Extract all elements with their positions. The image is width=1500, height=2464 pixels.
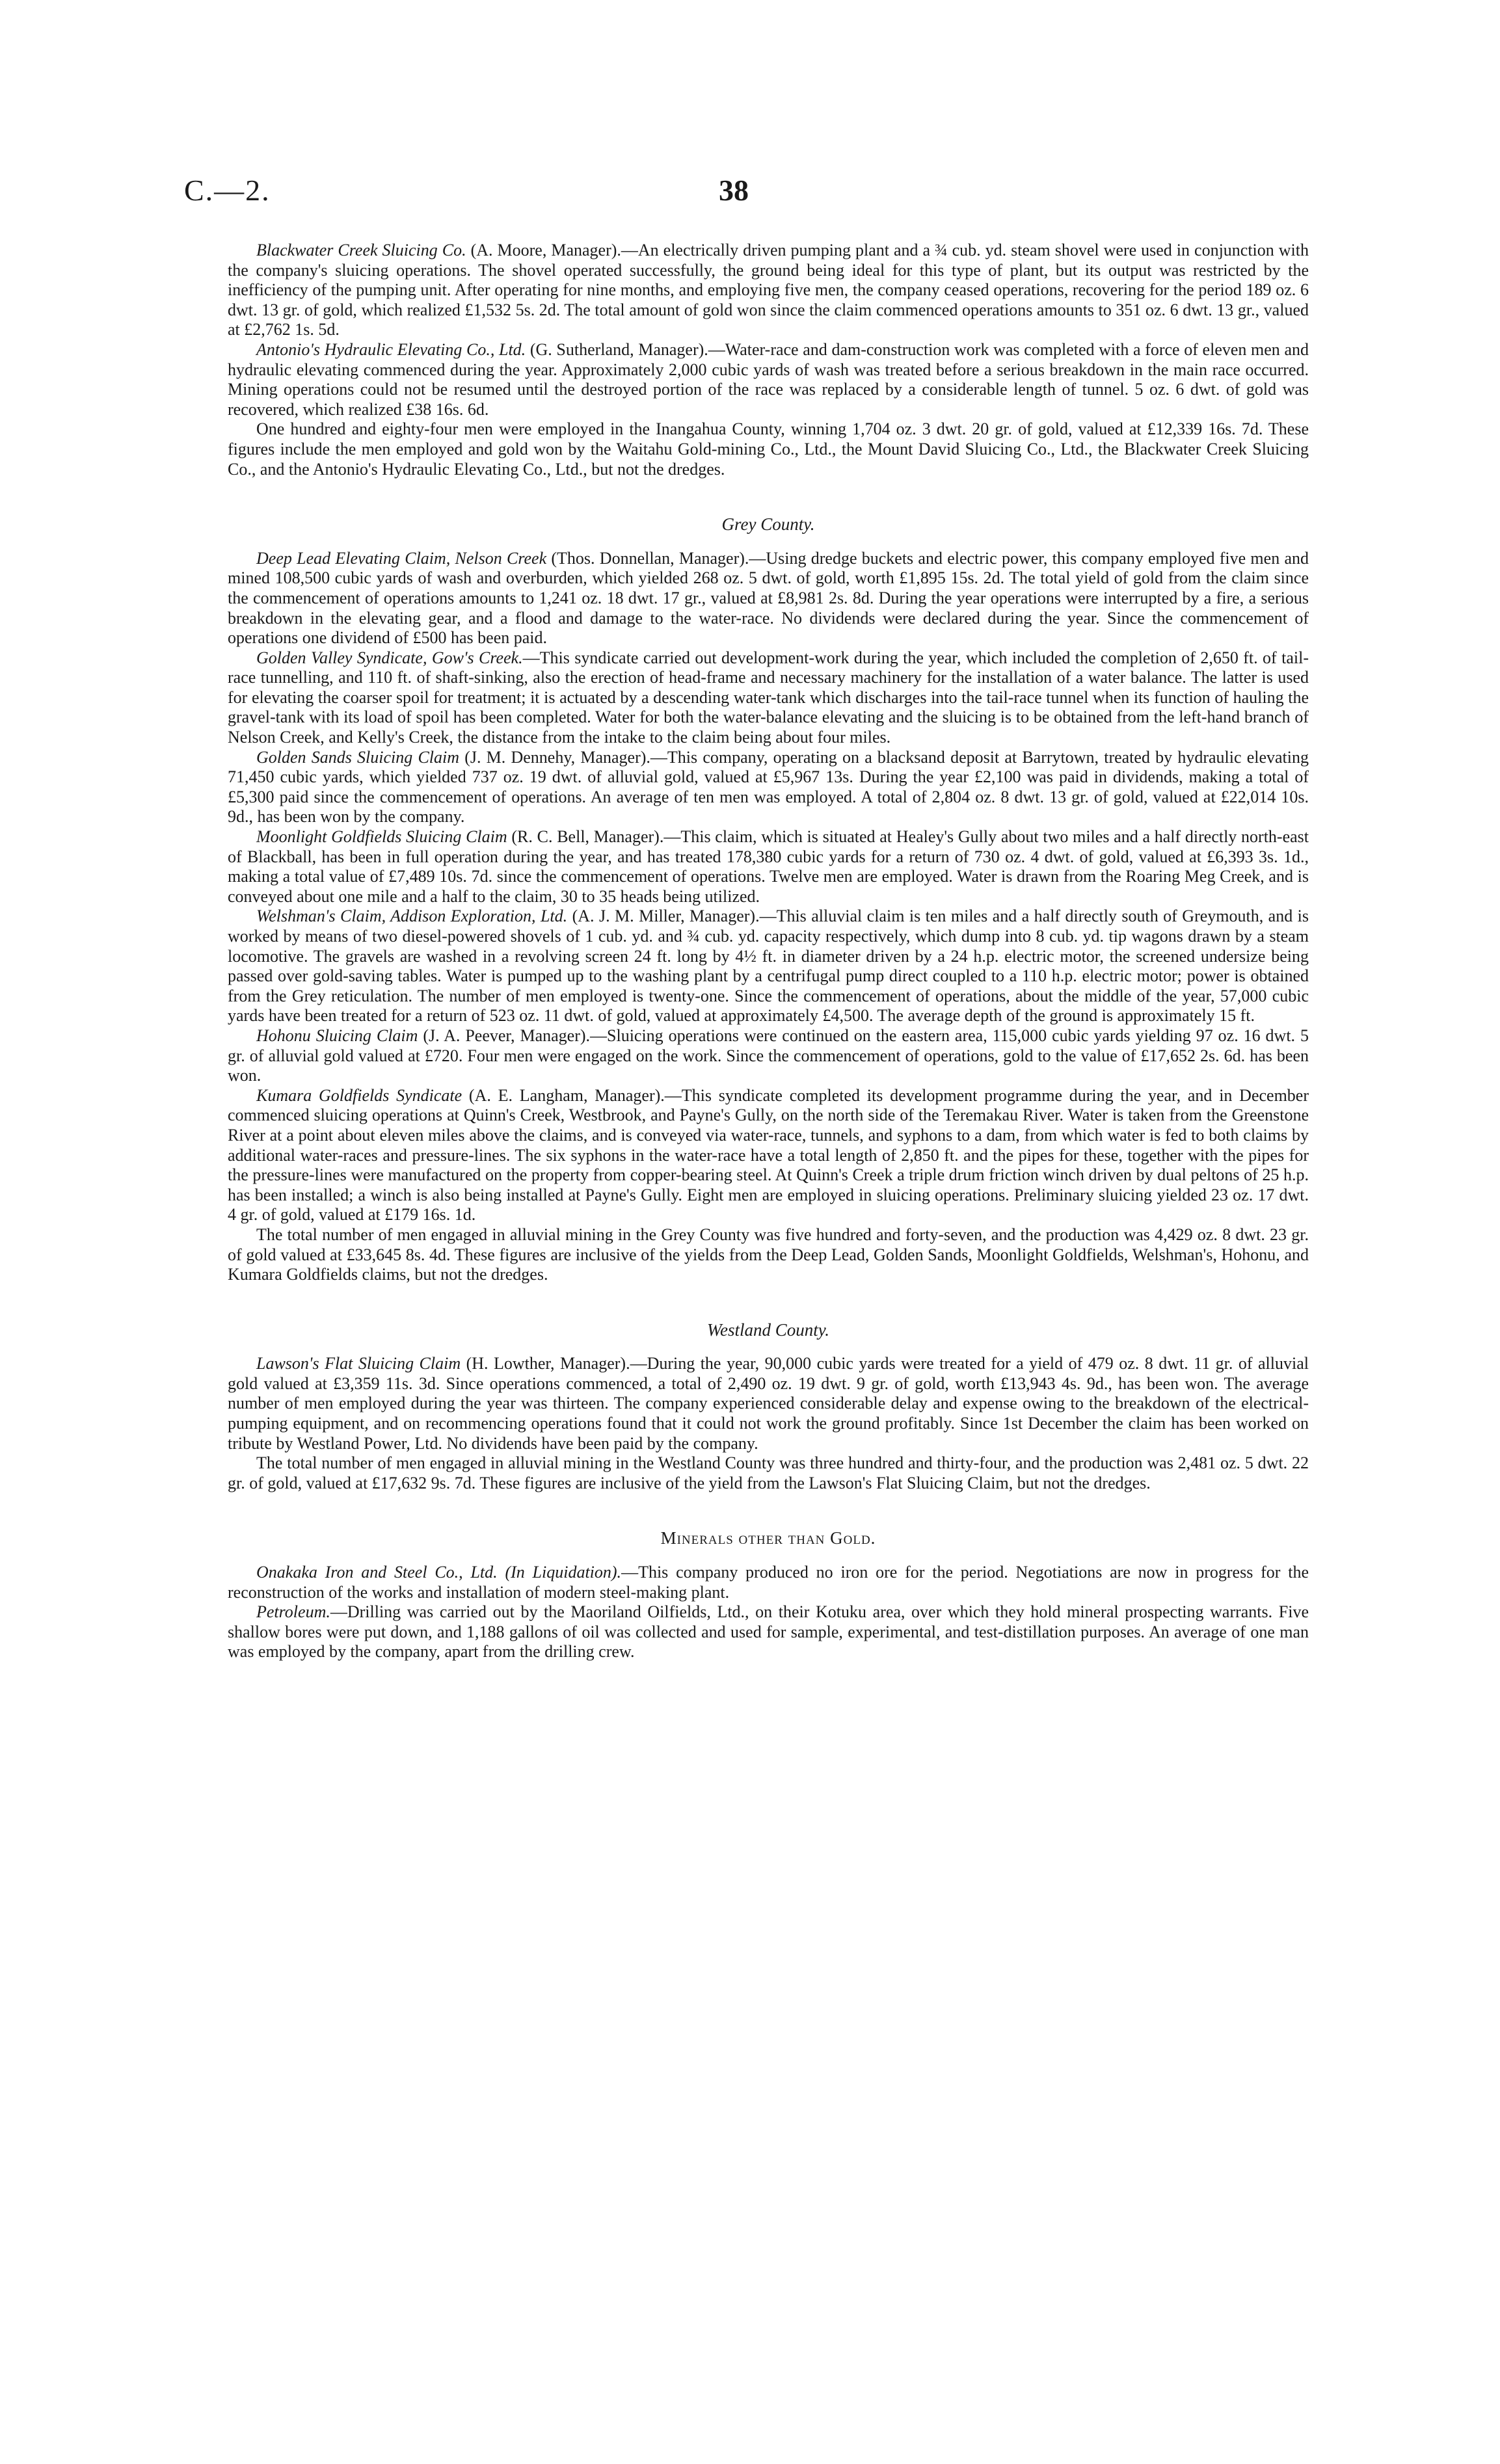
- paragraph-lead: Lawson's Flat Sluicing Claim: [256, 1354, 461, 1373]
- paragraph-lead: Moonlight Goldfields Sluicing Claim: [256, 827, 507, 847]
- section-heading-westland-county: Westland County.: [706, 1319, 829, 1340]
- paragraph: [228, 1563, 1309, 1602]
- report-code: C.—2.: [184, 174, 271, 207]
- inangahua-section: [228, 241, 1309, 479]
- paragraph-lead: Golden Valley Syndicate, Gow's Creek.: [256, 648, 523, 667]
- paragraph-text: (A. J. M. Miller, Manager).—This alluvial claim is ten miles and a half directly south of Greymouth, and is worked by means of two diesel-powered shovels of 1 cub. yd. and ¾ cub. yd. capacity respectively, which dump into 8 cub. yd. tip wagons drawn by a steam locomotive. The gravels are washed in a revolving screen 24 ft. long by 4½ ft. in diameter driven by a 24 h.p. electric motor, the screened undersize being passed over gold-saving tables. Water is pumped up to the washing plant by a centrifugal pump direct coupled to a 110 h.p. electric motor; power is obtained from the Grey reticulation. The number of men employed is twenty-one. Since the commencement of operations, about the middle of the year, 57,000 cubic yards have been treated for a return of 523 oz. 11 dwt. of gold, valued at approximately £4,500. The average depth of the ground is approximately 15 ft.: [228, 907, 1309, 1026]
- westland-section: [228, 1354, 1309, 1493]
- paragraph-text: The total number of men engaged in alluvial mining in the Westland County was three hundred and thirty-four, and the production was 2,481 oz. 5 dwt. 22 gr. of gold, valued at £17,632 9s. 7d. These figures are inclusive of the yield from the Lawson's Flat Sluicing Claim, but not the dredges.: [228, 1453, 1309, 1492]
- paragraph-lead: Antonio's Hydraulic Elevating Co., Ltd.: [256, 339, 526, 359]
- paragraph-text: (Thos. Donnellan, Manager).—Using dredge buckets and electric power, this company employed five men and mined 108,500 cubic yards of wash and overburden, which yielded 268 oz. 5 dwt. of gold, worth £1,895 15s. 2d. The total yield of gold from the claim since the commencement of operations amounts to 1,241 oz. 18 dwt. 17 gr., valued at £8,981 2s. 8d. During the year operations were interrupted by a fire, a serious breakdown in the elevating gear, and a flood and damage to the water-race. No dividends were declared during the year. Since the commencement of operations one dividend of £500 has been paid.: [228, 548, 1309, 648]
- section-heading-minerals: Minerals other than Gold.: [660, 1528, 876, 1548]
- section-heading-grey-county: Grey County.: [721, 514, 815, 535]
- paragraph-text: The total number of men engaged in alluvial mining in the Grey County was five hundred and forty-seven, and the production was 4,429 oz. 8 dwt. 23 gr. of gold valued at £33,645 8s. 4d. These figures are inclusive of the yields from the Deep Lead, Golden Sands, Moonlight Goldfields, Welshman's, Hohonu, and Kumara Goldfields claims, but not the dredges.: [228, 1225, 1309, 1284]
- paragraph: [228, 1026, 1309, 1086]
- paragraph: [228, 549, 1309, 648]
- paragraph: [228, 340, 1309, 419]
- paragraph-text: —This syndicate carried out development-work during the year, which included the completion of 2,650 ft. of tail-race tunnelling, and 110 ft. of shaft-sinking, also the erection of head-frame and necessary machinery for the installation of a water balance. The latter is used for elevating the coarser spoil for treatment; it is actuated by a descending water-tank which discharges into the tail-race tunnel when its function of hauling the gravel-tank with its load of spoil has been completed. Water for both the water-balance elevating and the sluicing is to be obtained from the left-hand branch of Nelson Creek, and Kelly's Creek, the distance from the intake to the claim being about four miles.: [228, 648, 1309, 747]
- paragraph-lead: Kumara Goldfields Syndicate: [256, 1085, 462, 1105]
- paragraph-lead: Petroleum.: [256, 1602, 330, 1622]
- paragraph-text: (H. Lowther, Manager).—During the year, 90,000 cubic yards were treated for a yield of 479 oz. 8 dwt. 11 gr. of alluvial gold valued at £3,359 11s. 3d. Since operations commenced, a total of 2,490 oz. 19 dwt. 9 gr. of gold, worth £13,943 4s. 9d., has been won. The average number of men employed during the year was thirteen. The company experienced considerable delay and expense owing to the breakdown of the electrical-pumping equipment, and on recommencing operations found that it could not work the ground profitably. Since 1st December the claim has been worked on tribute by Westland Power, Ltd. No dividends have been paid by the company.: [228, 1354, 1309, 1453]
- paragraph: [228, 1354, 1309, 1453]
- paragraph-lead: Blackwater Creek Sluicing Co.: [256, 241, 466, 259]
- paragraph: [228, 1086, 1309, 1225]
- paragraph-text: (A. Moore, Manager).—An electrically driven pumping plant and a ¾ cub. yd. steam shovel were used in conjunction with the company's sluicing operations. The shovel operated successfully, the ground being ideal for this type of plant, but its output was restricted by the inefficiency of the pumping unit. After operating for nine months, and employing five men, the company ceased operations, recovering for the period 189 oz. 6 dwt. 13 gr. of gold, which realized £1,532 5s. 2d. The total amount of gold won since the claim commenced operations amounts to 351 oz. 6 dwt. 13 gr., valued at £2,762 1s. 5d.: [228, 241, 1309, 339]
- paragraph-text: (A. E. Langham, Manager).—This syndicate completed its development programme during the year, and in December commenced sluicing operations at Quinn's Creek, Westbrook, and Payne's Gully, on the north side of the Teremakau River. Water is taken from the Greenstone River at a point about eleven miles above the claims, and is conveyed via water-race, tunnels, and syphons to a dam, from which water is fed to both claims by additional water-races and pressure-lines. The six syphons in the water-race have a total length of 2,850 ft. and the pipes for these, together with the pipes for the pressure-lines were manufactured on the property from copper-bearing steel. At Quinn's Creek a triple drum friction winch driven by dual peltons of 25 h.p. has been installed; a winch is also being installed at Payne's Gully. Eight men are employed in sluicing operations. Preliminary sluicing yielded 23 oz. 17 dwt. 4 gr. of gold, valued at £179 16s. 1d.: [228, 1085, 1309, 1225]
- paragraph-lead: Deep Lead Elevating Claim, Nelson Creek: [256, 548, 547, 568]
- grey-section: [228, 549, 1309, 1285]
- paragraph: [228, 907, 1309, 1026]
- paragraph-lead: Golden Sands Sluicing Claim: [256, 747, 460, 767]
- paragraph-lead: Hohonu Sluicing Claim: [256, 1026, 418, 1045]
- paragraph-text: (J. M. Dennehy, Manager).—This company, operating on a blacksand deposit at Barrytown, treated by hydraulic elevating 71,450 cubic yards, which yielded 737 oz. 19 dwt. of alluvial gold, valued at £5,967 13s. During the year £2,100 was paid in dividends, making a total of £5,300 paid since the commencement of operations. An average of ten men was employed. A total of 2,804 oz. 8 dwt. 13 gr. of gold, valued at £22,014 10s. 9d., has been won by the company.: [228, 747, 1309, 827]
- minerals-section: [228, 1563, 1309, 1662]
- paragraph: [228, 1602, 1309, 1662]
- paragraph-lead: Welshman's Claim, Addison Exploration, Ltd.: [256, 907, 568, 926]
- paragraph: [228, 748, 1309, 827]
- document-body: [228, 241, 1309, 1662]
- page-number: 38: [719, 174, 749, 207]
- paragraph: [228, 827, 1309, 907]
- paragraph-text: One hundred and eighty-four men were employed in the Inangahua County, winning 1,704 oz. 3 dwt. 20 gr. of gold, valued at £12,339 16s. 7d. These figures include the men employed and gold won by the Waitahu Gold-mining Co., Ltd., the Mount David Sluicing Co., Ltd., the Blackwater Creek Sluicing Co., and the Antonio's Hydraulic Elevating Co., Ltd., but not the dredges.: [228, 419, 1309, 479]
- paragraph-text: —This company produced no iron ore for the period. Negotiations are now in progress for the reconstruction of the works and installation of modern steel-making plant.: [228, 1563, 1309, 1602]
- paragraph: [228, 419, 1309, 479]
- paragraph-text: —Drilling was carried out by the Maoriland Oilfields, Ltd., on their Kotuku area, over which they hold mineral prospecting warrants. Five shallow bores were put down, and 1,188 gallons of oil was collected and used for sample, experimental, and test-distillation purposes. An average of one man was employed by the company, apart from the drilling crew.: [228, 1602, 1309, 1662]
- paragraph-lead: Onakaka Iron and Steel Co., Ltd. (In Liquidation).: [256, 1563, 622, 1582]
- paragraph: [228, 1453, 1309, 1493]
- paragraph-text: (G. Sutherland, Manager).—Water-race and dam-construction work was completed with a force of eleven men and hydraulic elevating commenced during the year. Approximately 2,000 cubic yards of wash was treated before a serious breakdown in the main race occurred. Mining operations could not be resumed until the destroyed portion of the race was replaced by a considerable length of tunnel. 5 oz. 6 dwt. of gold was recovered, which realized £38 16s. 6d.: [228, 339, 1309, 419]
- paragraph-text: (J. A. Peever, Manager).—Sluicing operations were continued on the eastern area, 115,000 cubic yards yielding 97 oz. 16 dwt. 5 gr. of alluvial gold valued at £720. Four men were engaged on the work. Since the commencement of operations, gold to the value of £17,652 2s. 6d. has been won.: [228, 1026, 1309, 1085]
- paragraph: [228, 1225, 1309, 1285]
- paragraph: [228, 648, 1309, 748]
- paragraph-text: (R. C. Bell, Manager).—This claim, which is situated at Healey's Gully about two miles and a half directly north-east of Blackball, has been in full operation during the year, and has treated 178,380 cubic yards for a return of 730 oz. 4 dwt. of gold, valued at £6,393 3s. 1d., making a total value of £7,489 10s. 7d. since the commencement of operations. Twelve men are employed. Water is drawn from the Roaring Meg Creek, and is conveyed about one mile and a half to the claim, 30 to 35 heads being utilized.: [228, 827, 1309, 906]
- paragraph: [228, 241, 1309, 340]
